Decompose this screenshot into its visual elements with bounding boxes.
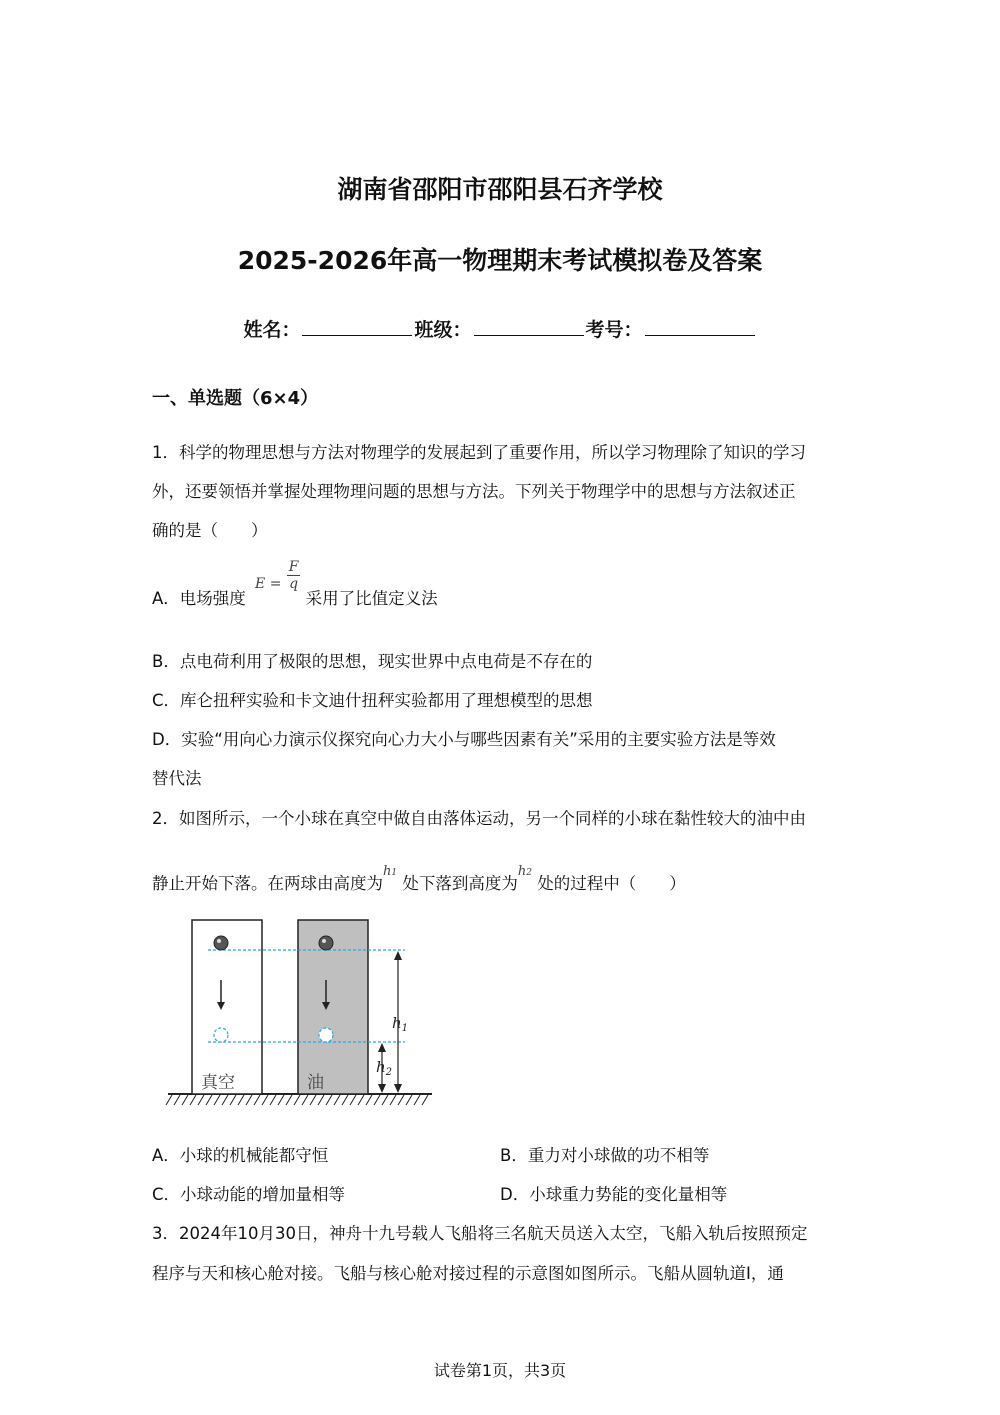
q2-stem-part-a: 静止开始下落。在两球由高度为 [152,874,383,893]
name-label: 姓名： [243,319,301,341]
q1-option-a-prefix: A．电场强度 [152,589,246,608]
formula-fraction [287,559,301,592]
exam-title-line2: 2025-2026年高一物理期末考试模拟卷及答案 [237,246,763,275]
q2-stem-part-c: 处的过程中（ ） [537,874,686,893]
q1-stem-line3: 确的是（ ） [152,521,268,540]
h1-symbol: h1 [383,864,398,879]
class-label: 班级： [414,319,472,341]
q2-option-a[interactable]: A．小球的机械能都守恒 [152,1146,329,1165]
formula-numerator: F [288,559,299,575]
q1-option-a[interactable] [152,557,438,608]
number-label: 考号： [585,319,643,341]
q2-option-d[interactable]: D．小球重力势能的变化量相等 [500,1185,728,1204]
h2-symbol: h2 [517,864,532,879]
q3-stem-line1: 3．2024年10月30日，神舟十九号载人飞船将三名航天员送入太空，飞船入轨后按照预定 [152,1224,808,1243]
vacuum-label: 真空 [201,1073,235,1093]
q2-stem-line2 [152,864,686,894]
q1-option-b[interactable]: B．点电荷利用了极限的思想，现实世界中点电荷是不存在的 [152,652,593,671]
q3-stem-line2: 程序与天和核心舱对接。飞船与核心舱对接过程的示意图如图所示。飞船从圆轨道Ⅰ，通 [152,1264,784,1283]
falling-balls-figure [160,912,440,1110]
class-blank[interactable] [474,317,584,336]
formula-denominator: q [289,576,299,592]
q1-option-d-line1[interactable]: D．实验“用向心力演示仪探究向心力大小与哪些因素有关”采用的主要实验方法是等效 [152,730,776,749]
q1-option-a-suffix: 采用了比值定义法 [305,589,438,608]
q1-stem-line1: 1．科学的物理思想与方法对物理学的发展起到了重要作用，所以学习物理除了知识的学习 [152,443,806,462]
q2-stem-part-b: 处下落到高度为 [402,874,518,893]
q2-stem-line1: 2．如图所示，一个小球在真空中做自由落体运动，另一个同样的小球在黏性较大的油中由 [152,809,806,828]
section-heading: 一、单选题（6×4） [152,388,319,409]
q1-option-c[interactable]: C．库仑扭秤实验和卡文迪什扭秤实验都用了理想模型的思想 [152,691,593,710]
page-footer: 试卷第1页，共3页 [433,1361,567,1380]
q2-option-b[interactable]: B．重力对小球做的功不相等 [500,1146,710,1165]
q1-option-d-line2[interactable]: 替代法 [152,769,202,788]
oil-label: 油 [307,1073,324,1093]
h1-figure-label: $h_1$ [392,1014,409,1034]
h2-figure-label: $h_2$ [376,1058,393,1078]
student-info-row [0,315,1000,342]
exam-title-line1: 湖南省邵阳市邵阳县石齐学校 [337,175,663,204]
number-blank[interactable] [645,317,755,336]
formula-lhs: E = [255,576,282,592]
q1-stem-line2: 外，还要领悟并掌握处理物理问题的思想与方法。下列关于物理学中的思想与方法叙述正 [152,482,796,501]
name-blank[interactable] [302,317,412,336]
q2-option-c[interactable]: C．小球动能的增加量相等 [152,1185,346,1204]
oil-tube [298,920,368,1094]
